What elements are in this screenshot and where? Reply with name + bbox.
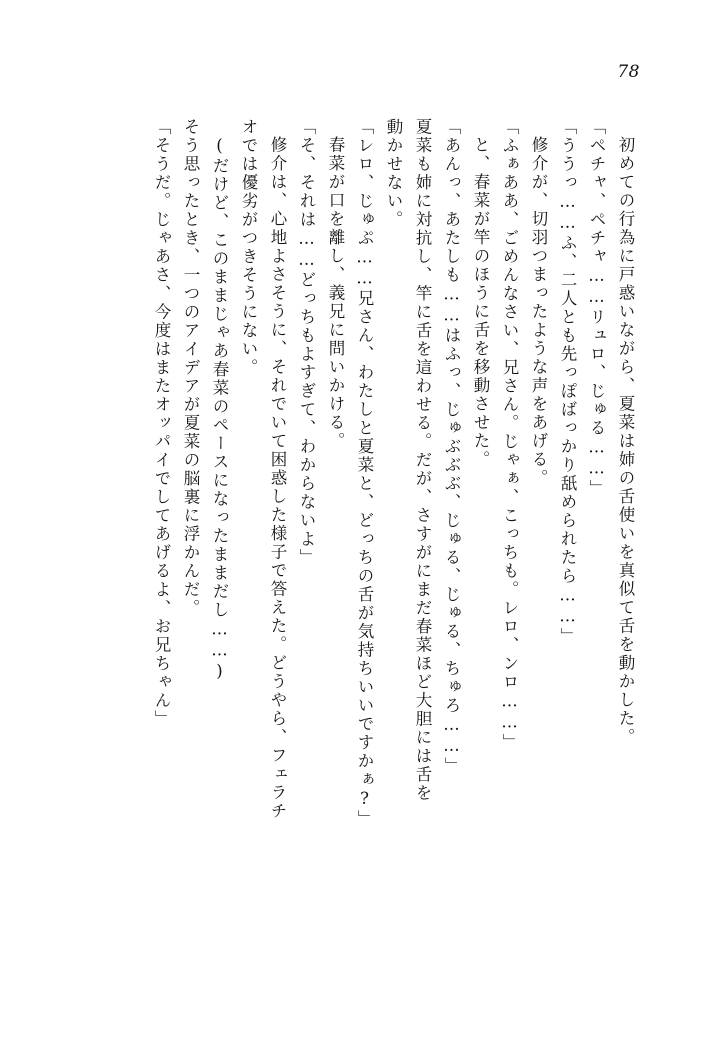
text-line: 「そうだ。じゃあさ、今度はまたオッパイでしてあげるよ、お兄ちゃん」	[152, 118, 171, 729]
text-line: 修介は、心地よさそうに、それでいて困惑した様子で答えた。どうやら、フェラチ	[268, 136, 287, 821]
text-line: 夏菜も姉に対抗し、竿に舌を這わせる。だが、さすがにまだ春菜ほど大胆には舌を	[413, 118, 432, 803]
text-line: 「ふぁああ、ごめんなさい、兄さん。じゃぁ、こっちも。レロ、ンロ……」	[500, 118, 519, 752]
text-line: 初めての行為に戸惑いながら、夏菜は姉の舌使いを真似て舌を動かした。	[616, 136, 635, 747]
text-line: と、春菜が竿のほうに舌を移動させた。	[471, 136, 490, 469]
text-line: オでは優劣がつきそうにない。	[239, 118, 258, 377]
text-line: 「ううっ……ふ、二人とも先っぽばっかり舐められたら……」	[558, 118, 577, 646]
text-line: 「ペチャ、ペチャ……リュロ、じゅる……」	[587, 118, 606, 498]
text-line: 春菜が口を離し、義兄に問いかける。	[326, 136, 345, 451]
page-number: 78	[617, 62, 640, 82]
text-line: (だけど、このままじゃあ春菜のペースになったままだし……)	[210, 136, 229, 683]
text-line: 動かせない。	[384, 118, 403, 229]
text-line: 「あんっ、あたしも……はふっ、じゅぶぶぶ、じゅる、じゅる、ちゅろ……」	[442, 118, 461, 776]
text-line: 「レロ、じゅぷ……兄さん、わたしと夏菜と、どっちの舌が気持ちいいですかぁ?」	[355, 118, 374, 829]
vertical-text-body	[60, 118, 640, 948]
text-line: そう思ったとき、一つのアイデアが夏菜の脳裏に浮かんだ。	[181, 118, 200, 618]
text-line: 「そ、それは……どっちもよすぎて、わからないよ」	[297, 118, 316, 567]
text-line: 修介が、切羽つまったような声をあげる。	[529, 136, 548, 488]
